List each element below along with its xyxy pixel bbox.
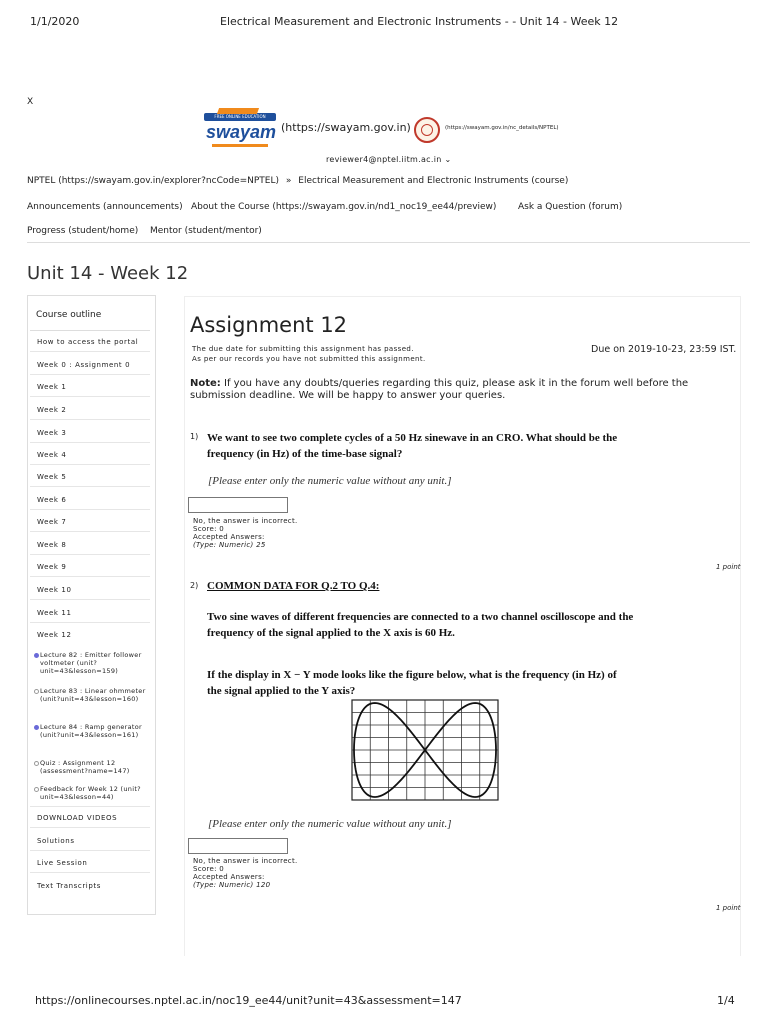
q2-hint: [Please enter only the numeric value without any unit.]: [208, 818, 452, 830]
sidebar-item-week-0[interactable]: Week 0 : Assignment 0: [30, 361, 150, 375]
sidebar-item-live-session[interactable]: Live Session: [30, 859, 150, 873]
q2-heading: COMMON DATA FOR Q.2 TO Q.4:: [207, 580, 380, 592]
quiz-label: Quiz : Assignment 12 (assessment?name=147): [40, 759, 130, 775]
sidebar-item-week-1[interactable]: Week 1: [30, 383, 150, 397]
q1-line-1: We want to see two complete cycles of a 50 Hz sinewave in an CRO. What should be the: [207, 432, 618, 444]
q2-paragraph-1: [207, 609, 732, 641]
swayam-logo[interactable]: [204, 113, 276, 151]
logo-tagline: FREE ONLINE EDUCATION: [214, 114, 266, 119]
pending-dot-icon: [34, 689, 39, 694]
q1-feedback: [193, 517, 298, 549]
due-passed-text: The due date for submitting this assignment has passed.: [192, 345, 414, 353]
note-label: Note:: [190, 378, 221, 389]
lecture-83[interactable]: [40, 687, 152, 703]
lissajous-figure: [351, 699, 499, 801]
nav-progress[interactable]: Progress (student/home): [27, 226, 139, 236]
logo-brand: swayam: [206, 122, 277, 142]
user-menu[interactable]: [326, 155, 451, 164]
assignment-title: Assignment 12: [190, 313, 348, 337]
quiz-assignment-12[interactable]: [40, 759, 152, 775]
nav-about-course[interactable]: About the Course (https://swayam.gov.in/nd1_noc19_ee44/preview): [191, 202, 497, 212]
breadcrumb-separator: »: [285, 176, 292, 186]
lecture-82[interactable]: [40, 651, 152, 675]
q2-answer-input[interactable]: [188, 838, 288, 854]
sidebar-item-week-11[interactable]: Week 11: [30, 609, 150, 623]
sidebar-item-week-5[interactable]: Week 5: [30, 473, 150, 487]
sidebar-item-week-7[interactable]: Week 7: [30, 518, 150, 532]
breadcrumb-course[interactable]: Electrical Measurement and Electronic Instruments (course): [298, 176, 569, 186]
print-page-number: 1/4: [717, 994, 735, 1007]
print-date: 1/1/2020: [30, 15, 80, 28]
page-title: Unit 14 - Week 12: [27, 263, 189, 284]
nav-mentor[interactable]: Mentor (student/mentor): [150, 226, 262, 236]
completed-dot-icon: [34, 653, 39, 658]
q1-answer-input[interactable]: [188, 497, 288, 513]
note-text: If you have any doubts/queries regarding this quiz, please ask it in the forum well before the submission deadline. We will be happy to answer your queries.: [190, 378, 689, 401]
q2-number: 2): [190, 581, 199, 590]
lecture-84[interactable]: [40, 723, 152, 739]
feedback-label: Feedback for Week 12 (unit?unit=43&lesson=44): [40, 785, 141, 801]
q2-p1-line-2: frequency of the signal applied to the X axis is 60 Hz.: [207, 627, 455, 639]
q2-points: 1 point: [716, 904, 741, 912]
sidebar-heading: Course outline: [36, 310, 102, 320]
q1-accepted-answer: (Type: Numeric) 25: [193, 541, 266, 549]
print-url: https://onlinecourses.nptel.ac.in/noc19_ee44/unit?unit=43&assessment=147: [35, 994, 462, 1007]
sidebar-item-week-9[interactable]: Week 9: [30, 563, 150, 577]
q2-score: Score: 0: [193, 865, 225, 873]
due-date: Due on 2019-10-23, 23:59 IST.: [591, 344, 737, 355]
sidebar-item-download-videos[interactable]: DOWNLOAD VIDEOS: [30, 814, 150, 828]
swayam-link[interactable]: (https://swayam.gov.in): [281, 121, 411, 134]
q2-accepted-label: Accepted Answers:: [193, 873, 265, 881]
q1-hint: [Please enter only the numeric value without any unit.]: [208, 475, 452, 487]
q1-score: Score: 0: [193, 525, 225, 533]
q1-number: 1): [190, 432, 199, 441]
q2-feedback-text: No, the answer is incorrect.: [193, 857, 298, 865]
note-block: [190, 378, 740, 402]
sidebar-item-week-3[interactable]: Week 3: [30, 429, 150, 443]
nav-ask-question[interactable]: Ask a Question (forum): [518, 202, 623, 212]
q2-p2-line-1: If the display in X − Y mode looks like the figure below, what is the frequency (in Hz) of: [207, 669, 617, 681]
close-icon[interactable]: X: [27, 97, 34, 107]
sidebar-item-week-10[interactable]: Week 10: [30, 586, 150, 600]
sidebar-item-week-12[interactable]: Week 12: [37, 631, 72, 639]
lecture-82-label: Lecture 82 : Emitter follower voltmeter (unit?unit=43&lesson=159): [40, 651, 142, 675]
q2-p1-line-1: Two sine waves of different frequencies are connected to a two channel oscilloscope and the: [207, 611, 634, 623]
sidebar-item-week-8[interactable]: Week 8: [30, 541, 150, 555]
q1-text: [207, 430, 727, 462]
q2-accepted-answer: (Type: Numeric) 120: [193, 881, 271, 889]
sidebar-item-week-6[interactable]: Week 6: [30, 496, 150, 510]
q1-accepted-label: Accepted Answers:: [193, 533, 265, 541]
feedback-week-12[interactable]: [40, 785, 152, 801]
not-submitted-text: As per our records you have not submitted this assignment.: [192, 355, 426, 363]
q1-points: 1 point: [716, 563, 741, 571]
pending-dot-icon: [34, 761, 39, 766]
q1-line-2: frequency (in Hz) of the time-base signal?: [207, 448, 403, 460]
nptel-logo-icon[interactable]: [414, 117, 440, 143]
nptel-link[interactable]: (https://swayam.gov.in/nc_details/NPTEL): [445, 125, 559, 131]
sidebar-item-week-2[interactable]: Week 2: [30, 406, 150, 420]
q2-paragraph-2: [207, 667, 732, 699]
sidebar-item-how-to-access[interactable]: How to access the portal: [30, 338, 150, 352]
chevron-down-icon: ⌄: [444, 155, 452, 164]
lecture-84-label: Lecture 84 : Ramp generator (unit?unit=43&lesson=161): [40, 723, 143, 739]
q1-feedback-text: No, the answer is incorrect.: [193, 517, 298, 525]
breadcrumb: [27, 176, 568, 186]
completed-dot-icon: [34, 725, 39, 730]
lecture-83-label: Lecture 83 : Linear ohmmeter (unit?unit=43&lesson=160): [40, 687, 146, 703]
breadcrumb-root[interactable]: NPTEL (https://swayam.gov.in/explorer?ncCode=NPTEL): [27, 176, 280, 186]
sidebar-item-week-4[interactable]: Week 4: [30, 451, 150, 465]
q2-p2-line-2: the signal applied to the Y axis?: [207, 685, 356, 697]
nav-announcements[interactable]: Announcements (announcements): [27, 202, 183, 212]
sidebar-item-text-transcripts[interactable]: Text Transcripts: [37, 882, 101, 890]
sidebar-item-solutions[interactable]: Solutions: [30, 837, 150, 851]
print-title: Electrical Measurement and Electronic Instruments - - Unit 14 - Week 12: [220, 15, 619, 28]
user-email: reviewer4@nptel.iitm.ac.in: [326, 155, 442, 164]
pending-dot-icon: [34, 787, 39, 792]
q2-feedback: [193, 857, 298, 889]
